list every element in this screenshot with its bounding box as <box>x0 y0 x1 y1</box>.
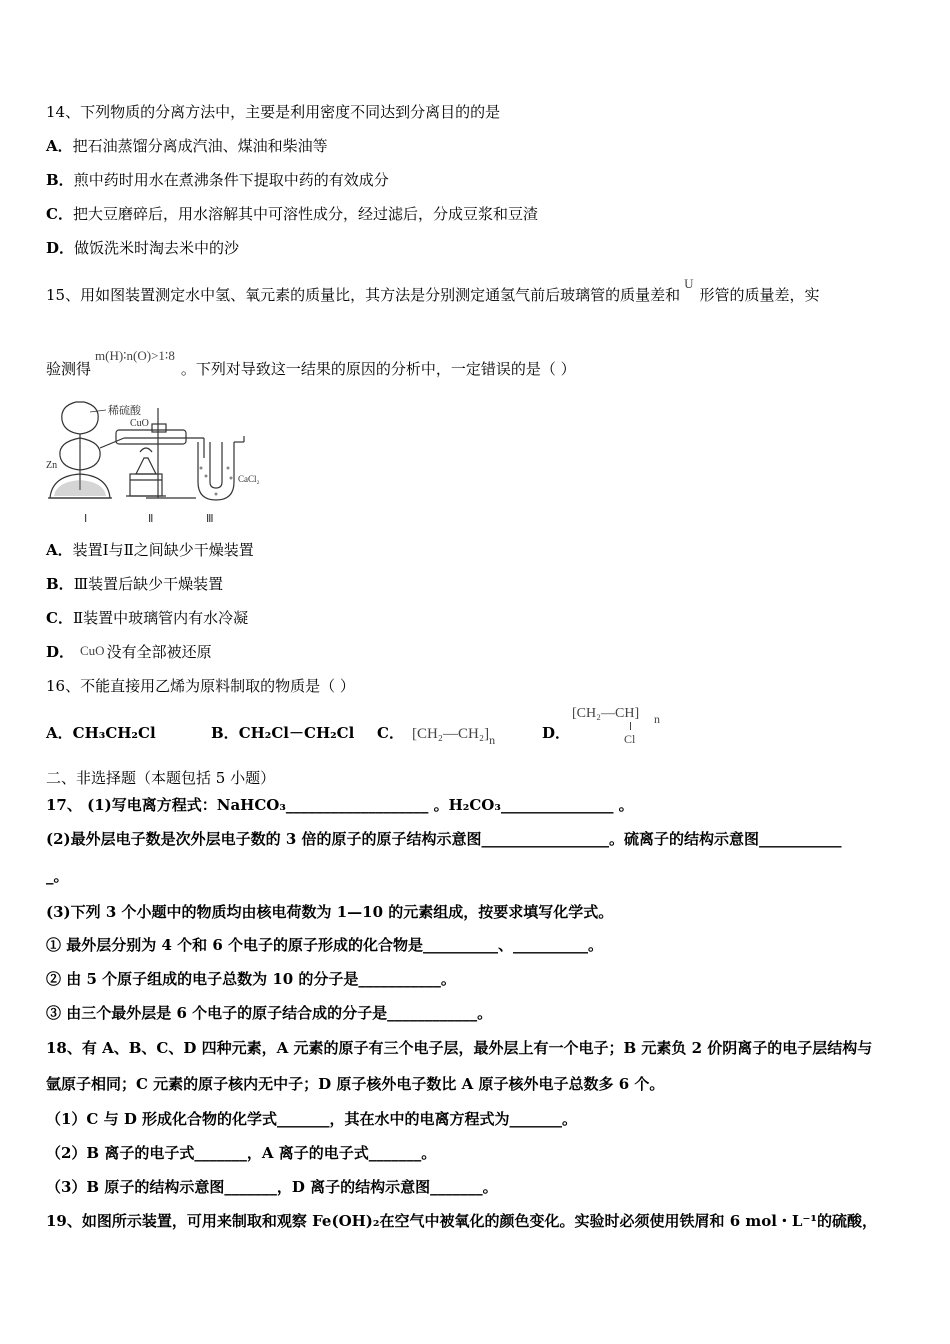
option-text: 把石油蒸馏分离成汽油、煤油和柴油等 <box>72 137 328 155</box>
cuo-formula: CuO <box>80 643 105 658</box>
q14-stem: 14、下列物质的分离方法中，主要是利用密度不同达到分离目的的是 <box>46 103 501 121</box>
q16-option-a <box>46 723 156 743</box>
option-text: 做饭洗米时淘去米中的沙 <box>74 239 240 257</box>
q17-line-1: 17、 (1)写电离方程式：NaHCO₃___________________ 。H₂CO₃_______________ 。 <box>46 796 634 814</box>
q15-option-d <box>46 642 212 663</box>
q14-option-a <box>46 136 328 156</box>
q17-line-5: ② 由 5 个原子组成的电子总数为 10 的分子是___________。 <box>46 970 456 988</box>
q14-option-d <box>46 238 239 258</box>
option-letter: D． <box>542 724 571 742</box>
polymer-n: n <box>654 712 660 726</box>
q17-line-6: ③ 由三个最外层是 6 个电子的原子结合成的分子是____________。 <box>46 1004 493 1022</box>
q16-option-c <box>377 723 495 750</box>
apparatus-figure <box>46 398 276 526</box>
label-i: Ⅰ <box>84 513 88 525</box>
option-letter: B． <box>211 724 239 742</box>
q15-option-a <box>46 540 254 560</box>
q18-line-3: （1）C 与 D 形成化合物的化学式_______，其在水中的电离方程式为_______。 <box>46 1110 578 1128</box>
cl-bond <box>630 722 631 730</box>
option-formula: CH₃CH₂Cl <box>72 724 156 742</box>
q15-stem-d: 。下列对导致这一结果的原因的分析中，一定错误的是（ ） <box>180 360 576 378</box>
option-text: 煎中药时用水在煮沸条件下提取中药的有效成分 <box>73 171 389 189</box>
q19-line-1: 19、如图所示装置，可用来制取和观察 Fe(OH)₂在空气中被氧化的颜色变化。实验时必须使用铁屑和 6 mol・L⁻¹的硫酸， <box>46 1212 877 1230</box>
q15-stem-a: 15、用如图装置测定水中氢、氧元素的质量比，其方法是分别测定通氢气前后玻璃管的质量差和 <box>46 286 681 304</box>
kipp-top-bulb <box>62 402 98 434</box>
option-text: 把大豆磨碎后，用水溶解其中可溶性成分，经过滤后，分成豆浆和豆渣 <box>72 205 538 223</box>
q18-line-5: （3）B 原子的结构示意图_______，D 离子的结构示意图_______。 <box>46 1178 498 1196</box>
option-text: Ⅲ装置后缺少干燥装置 <box>73 575 224 593</box>
option-letter: A． <box>46 137 73 155</box>
q16-option-b <box>211 723 354 743</box>
q15-stem-c: 验测得 <box>46 360 92 378</box>
q15-stem-line1 <box>46 276 820 306</box>
q15-option-c <box>46 608 248 628</box>
polymer-n: n <box>489 733 496 747</box>
section-heading: 二、非选择题（本题包括 5 小题） <box>46 769 276 787</box>
q18-line-4: （2）B 离子的电子式_______，A 离子的电子式_______。 <box>46 1144 437 1162</box>
cacl2-label: CaCl₂ <box>238 474 260 484</box>
option-letter: A． <box>46 541 73 559</box>
label-iii: Ⅲ <box>206 513 214 525</box>
chlorine-substituent: Cl <box>624 732 636 746</box>
option-text: 没有全部被还原 <box>106 643 212 661</box>
q16-option-d <box>542 723 570 743</box>
option-letter: A． <box>46 724 73 742</box>
option-letter: C． <box>46 609 73 627</box>
option-letter: D． <box>46 239 75 257</box>
q14-option-b <box>46 170 389 190</box>
dilute-acid-label: 稀硫酸 <box>108 405 141 417</box>
option-letter: D． <box>46 643 75 661</box>
option-formula: CH₂Cl－CH₂Cl <box>238 724 355 742</box>
q15-stem-b: 形管的质量差，实 <box>699 286 820 304</box>
label-ii: Ⅱ <box>148 513 154 525</box>
q18-line-2: 氩原子相同；C 元素的原子核内无中子；D 原子核外电子数比 A 原子核外电子总数多 6 个。 <box>46 1075 665 1093</box>
q18-line-1: 18、有 A、B、C、D 四种元素，A 元素的原子有三个电子层，最外层上有一个电子；B 元素负 2 价阴离子的电子层结构与 <box>46 1039 873 1057</box>
q15-option-b <box>46 574 223 594</box>
zn-label: Zn <box>46 460 58 471</box>
q17-line-2-cont: _。 <box>46 867 69 885</box>
option-text: Ⅱ装置中玻璃管内有水冷凝 <box>72 609 249 627</box>
q15-stem-line2 <box>46 348 576 380</box>
q17-line-2: (2)最外层电子数是次外层电子数的 3 倍的原子的原子结构示意图_________________。硫离子的结构示意图___________ <box>46 830 842 848</box>
q14-option-c <box>46 204 538 224</box>
option-letter: B． <box>46 171 74 189</box>
pvc-formula <box>572 706 672 750</box>
u-tube-symbol: U <box>684 276 694 291</box>
option-letter: B． <box>46 575 74 593</box>
q17-line-3: (3)下列 3 个小题中的物质均由核电荷数为 1—10 的元素组成，按要求填写化学式。 <box>46 903 614 921</box>
option-letter: C． <box>46 205 73 223</box>
pvc-chain: [CH₂—CH] <box>572 706 640 721</box>
polyethylene-formula: [CH₂—CH₂] <box>411 726 490 742</box>
option-text: 装置Ⅰ与Ⅱ之间缺少干燥装置 <box>72 541 254 559</box>
mass-ratio-formula: m(H)∶n(O)>1∶8 <box>95 348 175 363</box>
q17-line-4: ① 最外层分别为 4 个和 6 个电子的原子形成的化合物是__________、__________。 <box>46 936 603 954</box>
q16-stem: 16、不能直接用乙烯为原料制取的物质是（ ） <box>46 677 355 695</box>
option-letter: C． <box>377 724 404 742</box>
cuo-label: CuO <box>130 418 149 429</box>
